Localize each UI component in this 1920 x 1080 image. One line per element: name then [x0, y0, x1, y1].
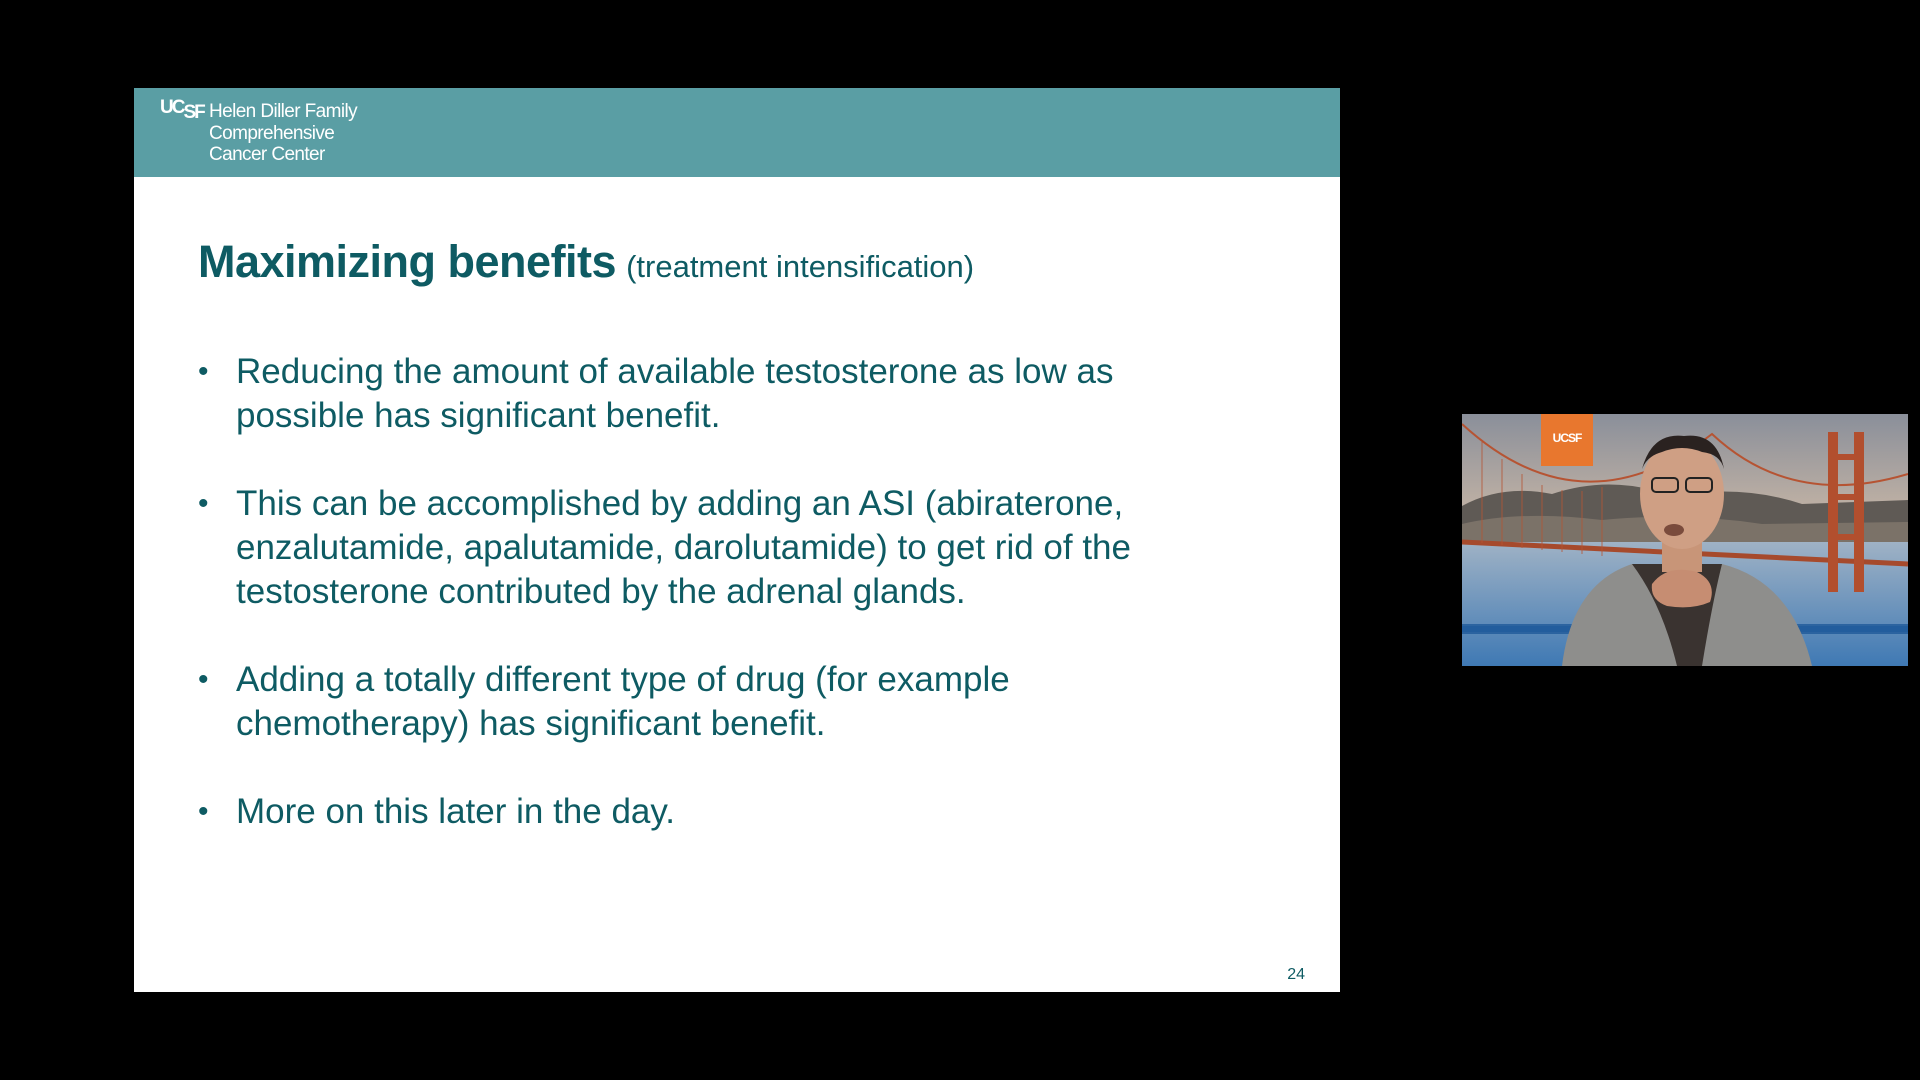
bullet-icon: •: [198, 795, 209, 828]
bullet-icon: •: [198, 355, 209, 388]
logo-text: [209, 101, 469, 166]
bullet-line: chemotherapy) has significant benefit.: [236, 704, 826, 743]
bullet-line: Adding a totally different type of drug (for example: [236, 660, 1010, 699]
bullet-line: possible has significant benefit.: [236, 396, 721, 435]
speaker-video-tile[interactable]: [1462, 414, 1908, 666]
ucsf-logo-mark: UCSF: [160, 97, 204, 123]
logo-line-3: Cancer Center: [209, 144, 325, 165]
bullet-line: Reducing the amount of available testosterone as low as: [236, 352, 1114, 391]
logo-line-2: Comprehensive: [209, 122, 335, 144]
bullet-line: testosterone contributed by the adrenal glands.: [236, 572, 966, 611]
bullet-line: enzalutamide, apalutamide, darolutamide) to get rid of the: [236, 528, 1131, 567]
bullet-text: [236, 350, 1258, 438]
slide-header-bar: [134, 88, 1340, 177]
slide-page-number: 24: [1287, 966, 1305, 983]
speaker-video-frame: [1462, 414, 1908, 666]
logo-line-1: Helen Diller Family: [209, 101, 358, 122]
bullet-line: This can be accomplished by adding an ASI (abiraterone,: [236, 484, 1124, 523]
bullet-text: [236, 482, 1258, 614]
bullet-item: [198, 658, 1258, 746]
bullet-text: [236, 790, 1258, 834]
slide-title-sub: (treatment intensification): [626, 249, 975, 284]
bullet-icon: •: [198, 663, 209, 696]
bullet-item: [198, 790, 1258, 834]
bullet-list: [198, 350, 1258, 878]
slide-title: [198, 236, 974, 288]
bullet-item: [198, 482, 1258, 614]
slide-title-main: Maximizing benefits: [198, 236, 617, 287]
bullet-line: More on this later in the day.: [236, 792, 676, 831]
bullet-text: [236, 658, 1258, 746]
presentation-slide: [134, 88, 1340, 992]
bullet-icon: •: [198, 487, 209, 520]
bullet-item: [198, 350, 1258, 438]
ucsf-badge-text: UCSF: [1552, 431, 1582, 445]
ucsf-logo-badge: [1541, 414, 1593, 466]
